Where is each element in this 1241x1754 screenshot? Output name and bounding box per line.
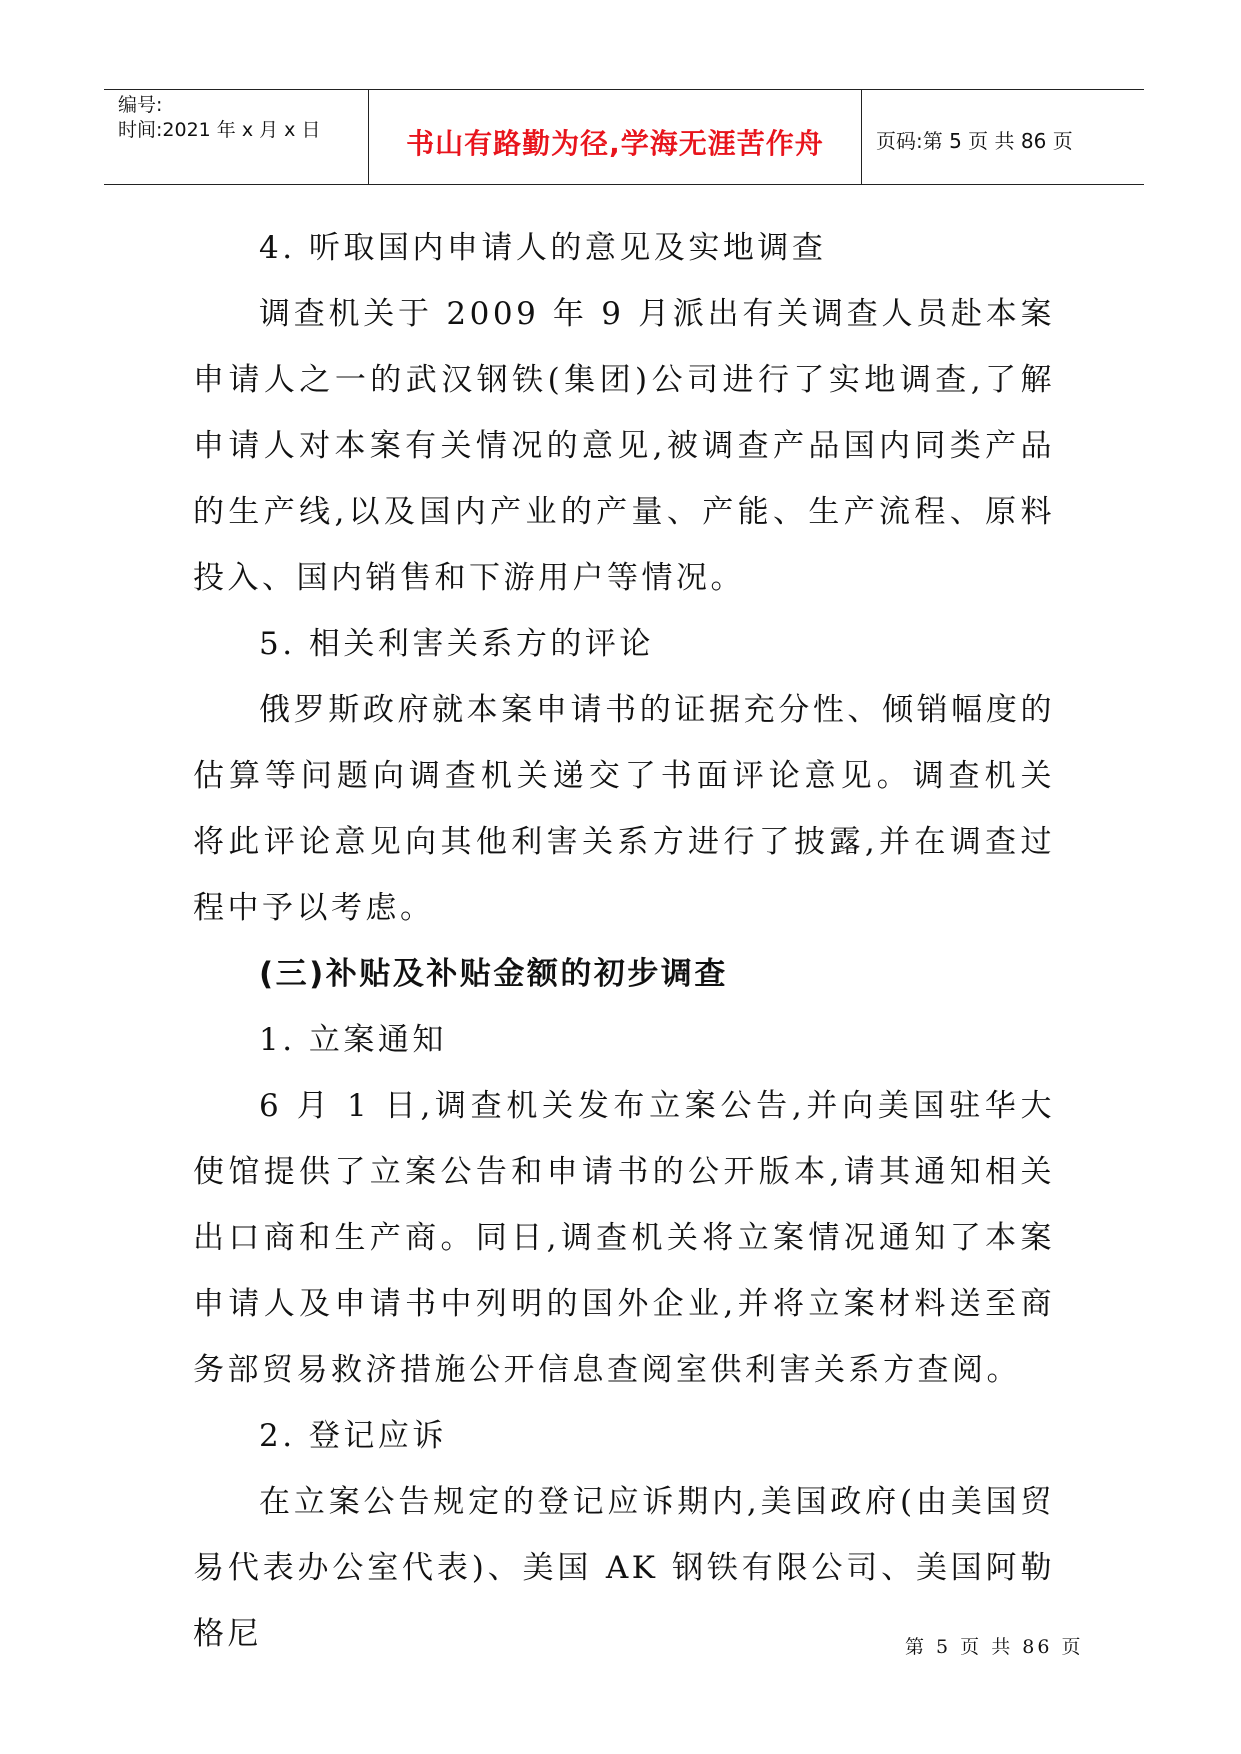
section-subheading: 1. 立案通知	[259, 1022, 447, 1058]
header-page-info: 页码:第 5 页 共 86 页	[876, 129, 1073, 153]
document-body	[193, 215, 1055, 1667]
section-subheading: 2. 登记应诉	[259, 1418, 447, 1454]
body-paragraph: 6 月 1 日,调查机关发布立案公告,并向美国驻华大使馆提供了立案公告和申请书的公开版本,请其通知相关出口商和生产商。同日,调查机关将立案情况通知了本案申请人及申请书中列明的国外企业,并将立案材料送至商务部贸易救济措施公开信息查阅室供利害关系方查阅。	[193, 1088, 1055, 1388]
section-subheading: 4. 听取国内申请人的意见及实地调查	[259, 230, 827, 266]
page-header	[104, 89, 1144, 185]
header-motto: 书山有路勤为径,学海无涯苦作舟	[406, 127, 824, 160]
section-heading: (三)补贴及补贴金额的初步调查	[259, 956, 728, 992]
body-paragraph: 俄罗斯政府就本案申请书的证据充分性、倾销幅度的估算等问题向调查机关递交了书面评论意见。调查机关将此评论意见向其他利害关系方进行了披露,并在调查过程中予以考虑。	[193, 692, 1055, 926]
document-number-label: 编号:	[118, 94, 163, 116]
body-paragraph: 在立案公告规定的登记应诉期内,美国政府(由美国贸易代表办公室代表)、美国 AK 钢铁有限公司、美国阿勒格尼	[193, 1484, 1055, 1652]
header-meta-cell	[104, 90, 369, 184]
section-subheading: 5. 相关利害关系方的评论	[259, 626, 654, 662]
header-motto-cell	[369, 90, 862, 184]
header-page-cell	[862, 90, 1144, 184]
body-paragraph: 调查机关于 2009 年 9 月派出有关调查人员赴本案申请人之一的武汉钢铁(集团)公司进行了实地调查,了解申请人对本案有关情况的意见,被调查产品国内同类产品的生产线,以及国内产业的产量、产能、生产流程、原料投入、国内销售和下游用户等情况。	[193, 296, 1055, 596]
page-footer: 第 5 页 共 86 页	[905, 1636, 1084, 1658]
document-date-label: 时间:2021 年 x 月 x 日	[118, 119, 321, 141]
